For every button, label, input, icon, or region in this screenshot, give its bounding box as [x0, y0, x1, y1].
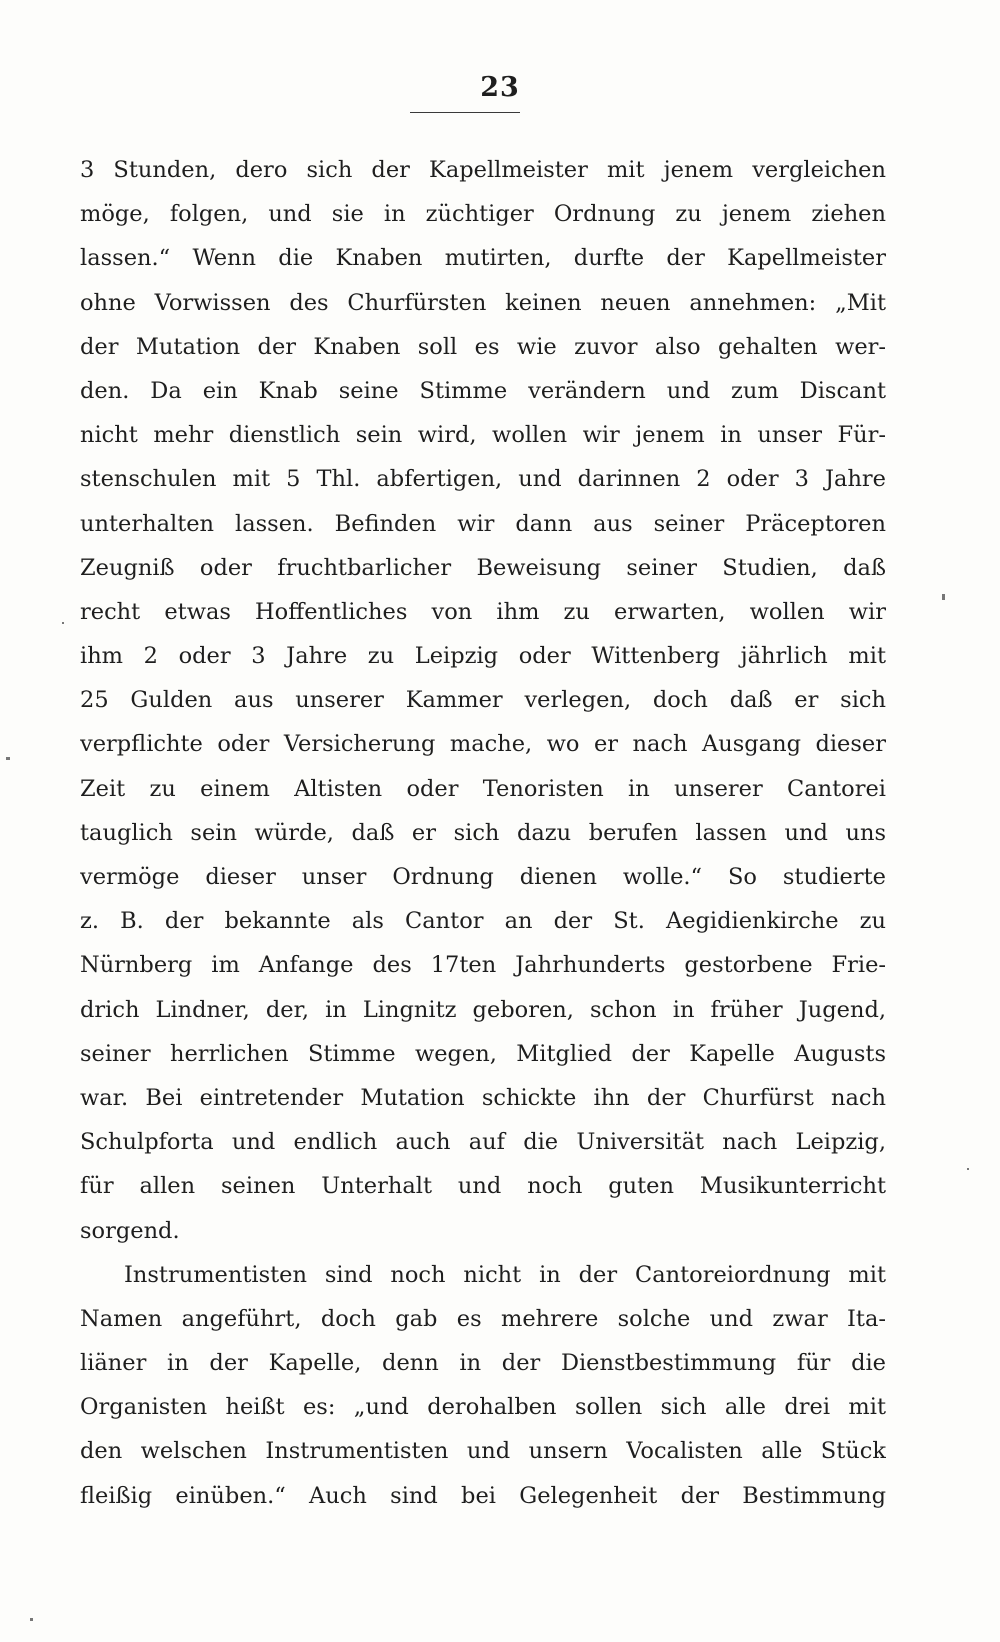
text-line: lassen.“ Wenn die Knaben mutirten, durfte der Kapellmeister	[80, 245, 886, 272]
text-line: 3 Stunden, dero sich der Kapellmeister mit jenem vergleichen	[80, 157, 886, 183]
text-line: für allen seinen Unterhalt und noch guten Musikunterricht	[80, 1173, 886, 1200]
text-line: ohne Vorwissen des Churfürsten keinen neuen annehmen: „Mit	[80, 289, 886, 316]
scan-speck	[62, 622, 64, 624]
text-line: unterhalten lassen. Befinden wir dann aus seiner Präceptoren	[80, 510, 886, 537]
text-line: den. Da ein Knab seine Stimme verändern und zum Discant	[80, 377, 886, 404]
text-line: Zeugniß oder fruchtbarlicher Beweisung seiner Studien, daß	[80, 554, 886, 581]
text-line: drich Lindner, der, in Lingnitz geboren, schon in früher Jugend,	[80, 996, 886, 1023]
text-line: recht etwas Hoffentliches von ihm zu erwarten, wollen wir	[80, 598, 886, 625]
text-line: sorgend.	[80, 1217, 180, 1244]
text-line: Nürnberg im Anfange des 17ten Jahrhunderts gestorbene Frie-	[80, 952, 886, 979]
body-text	[80, 148, 886, 1518]
text-line: liäner in der Kapelle, denn in der Dienstbestimmung für die	[80, 1350, 886, 1377]
text-line: der Mutation der Knaben soll es wie zuvor also gehalten wer-	[80, 333, 886, 360]
text-line: verpflichte oder Versicherung mache, wo er nach Ausgang dieser	[80, 731, 886, 758]
text-line: vermöge dieser unser Ordnung dienen wolle.“ So studierte	[80, 864, 886, 890]
scan-speck	[30, 1618, 33, 1621]
scan-speck	[942, 594, 945, 600]
text-line: Zeit zu einem Altisten oder Tenoristen in unserer Cantorei	[80, 775, 886, 802]
text-line: Namen angeführt, doch gab es mehrere solche und zwar Ita-	[80, 1305, 886, 1332]
text-line: tauglich sein würde, daß er sich dazu berufen lassen und uns	[80, 819, 886, 846]
text-line: nicht mehr dienstlich sein wird, wollen wir jenem in unser Für-	[80, 422, 886, 449]
text-line: 25 Gulden aus unserer Kammer verlegen, doch daß er sich	[80, 687, 886, 714]
text-line: den welschen Instrumentisten und unsern Vocalisten alle Stück	[80, 1438, 886, 1465]
scan-speck	[6, 757, 10, 760]
text-line: stenschulen mit 5 Thl. abfertigen, und darinnen 2 oder 3 Jahre	[80, 466, 886, 493]
text-line: Schulpforta und endlich auch auf die Universität nach Leipzig,	[80, 1129, 886, 1156]
text-line: Instrumentisten sind noch nicht in der Cantoreiordnung mit	[124, 1261, 886, 1288]
header-rule	[410, 112, 520, 113]
text-line: möge, folgen, und sie in züchtiger Ordnung zu jenem ziehen	[80, 201, 886, 228]
scan-speck	[967, 1168, 969, 1170]
text-line: war. Bei eintretender Mutation schickte ihn der Churfürst nach	[80, 1084, 886, 1111]
page-number: 23	[480, 72, 520, 103]
text-line: Organisten heißt es: „und derohalben sollen sich alle drei mit	[80, 1394, 886, 1421]
text-line: seiner herrlichen Stimme wegen, Mitglied der Kapelle Augusts	[80, 1040, 886, 1067]
text-line: ihm 2 oder 3 Jahre zu Leipzig oder Wittenberg jährlich mit	[80, 643, 886, 670]
text-line: z. B. der bekannte als Cantor an der St. Aegidienkirche zu	[80, 908, 886, 935]
text-line: fleißig einüben.“ Auch sind bei Gelegenheit der Bestimmung	[80, 1482, 886, 1509]
